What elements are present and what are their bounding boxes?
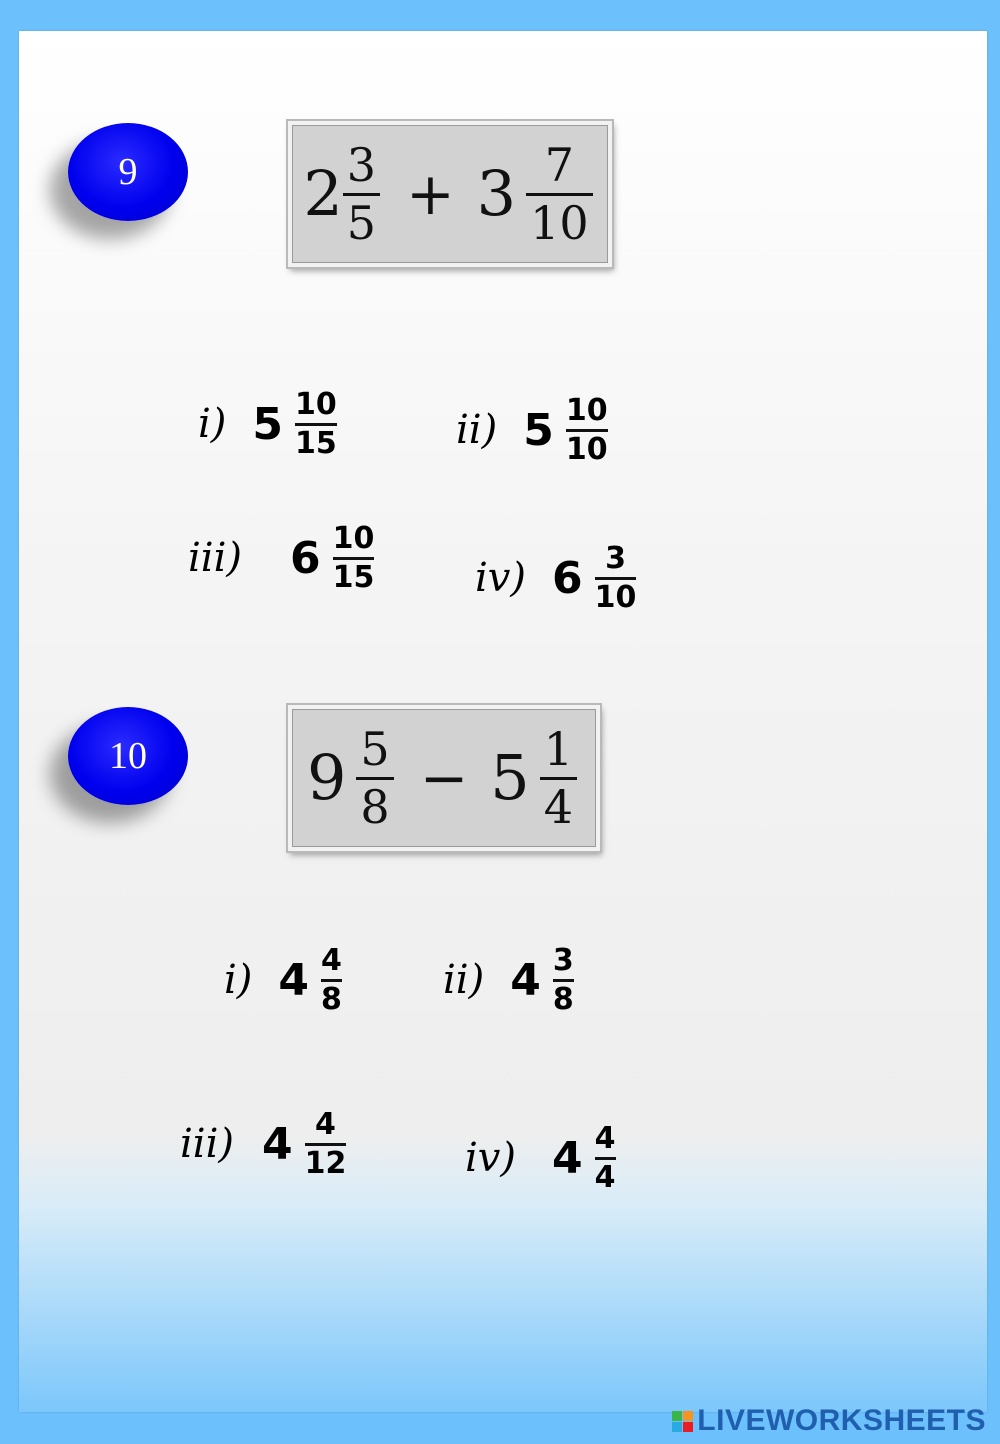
liveworksheets-logo-icon — [672, 1411, 693, 1432]
option-whole: 4 — [510, 954, 541, 1006]
option-whole: 4 — [261, 1118, 293, 1170]
numerator: 1 — [543, 722, 574, 777]
option-fraction — [295, 389, 337, 459]
answer-option[interactable] — [180, 1109, 350, 1179]
option-fraction — [566, 395, 608, 465]
option-fraction — [595, 543, 637, 613]
numerator: 3 — [346, 138, 377, 193]
option-label: iii) — [180, 1121, 234, 1167]
denominator: 15 — [332, 559, 375, 595]
option-label: i) — [224, 957, 253, 1003]
question-number: 9 — [118, 151, 138, 193]
numerator: 3 — [605, 541, 626, 576]
operator: + — [406, 160, 455, 228]
liveworksheets-logo — [672, 1404, 986, 1438]
numerator: 4 — [594, 1121, 616, 1156]
denominator: 8 — [321, 981, 342, 1017]
option-label: iii) — [188, 535, 242, 581]
option-whole: 5 — [252, 398, 284, 450]
numerator: 10 — [295, 387, 337, 422]
option-label: ii) — [456, 407, 498, 453]
option-label: i) — [198, 401, 227, 447]
operator: − — [419, 744, 469, 812]
denominator: 4 — [594, 1159, 616, 1195]
denominator: 8 — [360, 779, 390, 834]
brand-wordmark: LIVEWORKSHEETS — [697, 1404, 986, 1437]
answer-option[interactable] — [475, 543, 640, 613]
question-number-badge — [68, 123, 188, 221]
option-whole: 5 — [523, 404, 554, 456]
mixed-number-whole: 5 — [490, 741, 530, 814]
option-label: iv) — [475, 555, 526, 601]
answer-option[interactable] — [465, 1123, 620, 1193]
worksheet-page — [19, 31, 987, 1412]
option-label: ii) — [443, 957, 485, 1003]
option-fraction — [321, 945, 342, 1015]
answer-option[interactable] — [456, 395, 612, 465]
question-number: 10 — [109, 735, 147, 777]
fraction — [356, 722, 393, 834]
fraction — [343, 138, 380, 250]
fraction — [540, 722, 577, 834]
numerator: 5 — [360, 722, 390, 777]
answer-option[interactable] — [198, 389, 341, 459]
mixed-number-whole: 2 — [303, 157, 343, 230]
numerator: 10 — [332, 521, 375, 556]
denominator: 15 — [295, 425, 337, 461]
numerator: 4 — [321, 943, 342, 978]
numerator: 3 — [552, 943, 574, 978]
question-number-badge — [68, 707, 188, 805]
question-expression-box — [288, 705, 600, 851]
mixed-number-whole: 3 — [476, 157, 517, 230]
option-whole: 6 — [552, 552, 583, 604]
denominator: 10 — [594, 579, 637, 615]
answer-option[interactable] — [443, 945, 578, 1015]
numerator: 10 — [565, 393, 608, 428]
denominator: 8 — [552, 981, 574, 1017]
denominator: 4 — [543, 779, 574, 834]
mixed-number-whole: 9 — [306, 741, 347, 814]
answer-option[interactable] — [188, 523, 378, 593]
option-whole: 6 — [289, 532, 321, 584]
denominator: 10 — [530, 195, 589, 250]
numerator: 7 — [544, 138, 575, 193]
numerator: 4 — [315, 1107, 336, 1142]
denominator: 10 — [565, 431, 608, 467]
option-whole: 4 — [552, 1132, 583, 1184]
answer-option[interactable] — [224, 945, 346, 1015]
denominator: 12 — [304, 1145, 347, 1181]
fraction — [526, 138, 593, 250]
option-fraction — [553, 945, 574, 1015]
option-fraction — [305, 1109, 347, 1179]
denominator: 5 — [346, 195, 377, 250]
option-fraction — [595, 1123, 616, 1193]
option-label: iv) — [465, 1135, 516, 1181]
option-fraction — [333, 523, 375, 593]
option-whole: 4 — [278, 954, 310, 1006]
question-expression-box — [288, 121, 612, 267]
